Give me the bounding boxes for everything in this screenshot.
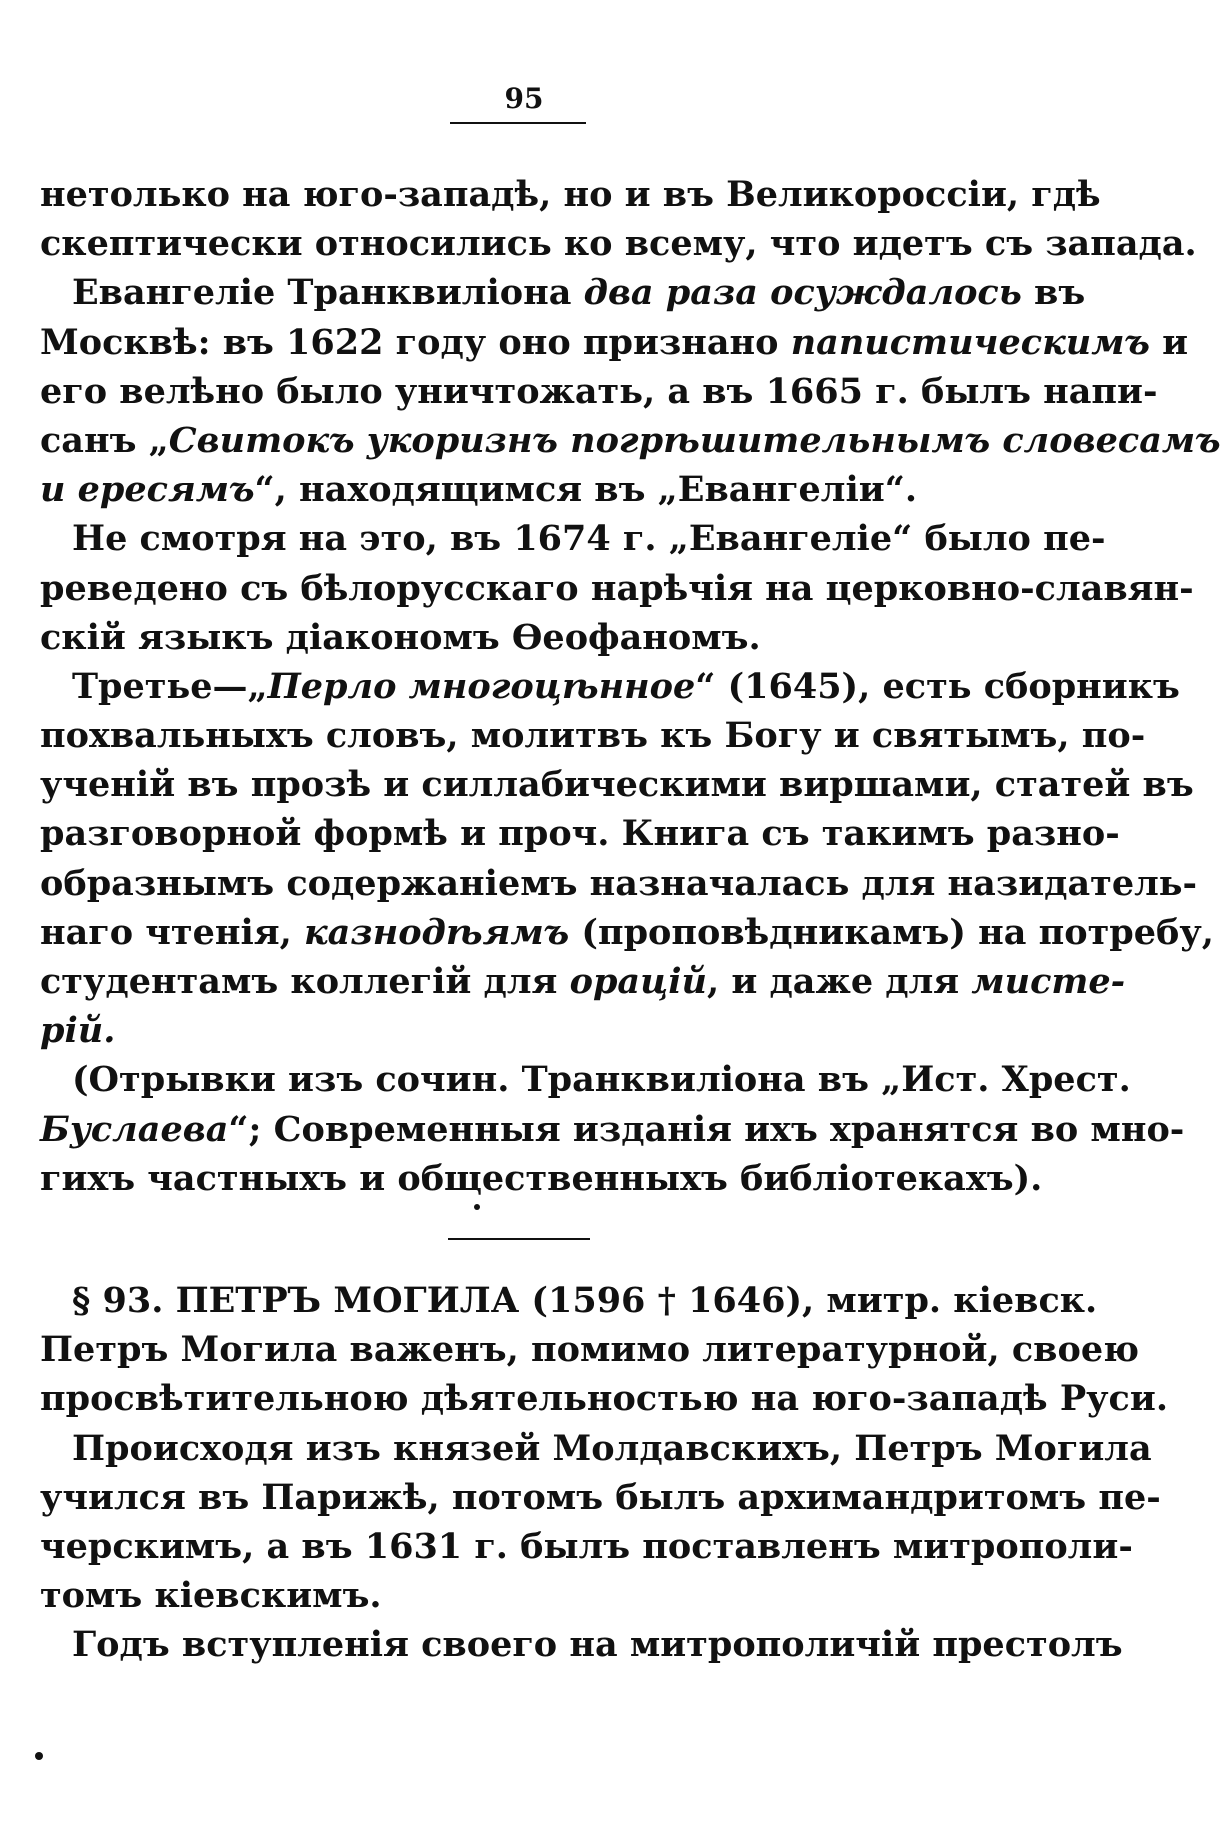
text-run: Москвѣ: въ 1622 году оно признано — [40, 321, 791, 363]
text-line — [40, 908, 1214, 957]
text-run: скій языкъ діакономъ Ѳеофаномъ. — [40, 616, 761, 658]
text-run: нетолько на юго-западѣ, но и въ Великороссіи, гдѣ — [40, 174, 1101, 215]
text-line — [40, 859, 1198, 908]
text-run: студентамъ коллегій для — [40, 961, 570, 1002]
paragraph — [40, 1620, 1123, 1669]
paragraph — [40, 1424, 1161, 1621]
text-line — [40, 1325, 1139, 1374]
text-run: Происходя изъ князей Молдавскихъ, Петръ Могила — [72, 1427, 1152, 1469]
text-run: реведено съ бѣлорусскаго нарѣчія на церковно-славян- — [40, 567, 1194, 609]
text-line — [40, 957, 1126, 1006]
text-line — [40, 613, 1008, 662]
text-line — [40, 1473, 1161, 1522]
paragraph — [40, 170, 1197, 268]
text-run: ученій въ прозѣ и силлабическими виршами, статей въ — [40, 764, 1194, 806]
text-line — [40, 1522, 1133, 1571]
text-run: его велѣно было уничтожать, а въ 1665 г. былъ напи- — [40, 370, 1158, 412]
text-line — [40, 1105, 1185, 1154]
text-line — [40, 1571, 1008, 1620]
text-run: въ — [1021, 272, 1086, 314]
text-run: учился въ Парижѣ, потомъ былъ архимандритомъ пе- — [40, 1476, 1161, 1518]
text-run: просвѣтительною дѣятельностью на юго-западѣ Руси. — [40, 1378, 1169, 1420]
text-line — [40, 760, 1194, 809]
text-line — [40, 367, 1158, 416]
text-block-top — [40, 170, 1221, 1203]
text-run: Евангеліе Транквиліона — [72, 272, 584, 314]
text-run: “, находящимся въ „Евангеліи“. — [254, 469, 918, 511]
section-divider — [448, 1238, 590, 1240]
text-line — [40, 268, 1086, 317]
paragraph — [40, 1055, 1185, 1203]
text-run: наго чтенія, — [40, 911, 304, 953]
italic-text: Буслаева — [40, 1108, 229, 1150]
header-rule — [450, 122, 586, 124]
text-line — [40, 1374, 1169, 1423]
italic-text: папистическимъ — [790, 321, 1150, 363]
text-run: (проповѣдникамъ) на потребу, — [569, 911, 1214, 953]
text-line — [40, 662, 1180, 711]
italic-text: рій. — [40, 1010, 116, 1052]
text-run: черскимъ, а въ 1631 г. былъ поставленъ митрополи- — [40, 1525, 1133, 1567]
italic-text: два раза осуждалось — [583, 272, 1022, 314]
text-run: похвальныхъ словъ, молитвъ къ Богу и святымъ, по- — [40, 715, 1146, 757]
text-run: “; Современныя изданія ихъ хранятся во мно- — [228, 1108, 1185, 1150]
text-run: § 93. ПЕТРЪ МОГИЛА (1596 † 1646), митр. кіевск. — [72, 1280, 1098, 1321]
text-block-bottom — [40, 1276, 1169, 1670]
text-line — [40, 219, 1197, 268]
text-line — [40, 318, 1189, 367]
text-run: “ (1645), есть сборникъ — [695, 665, 1180, 707]
text-run: разговорной формѣ и проч. Книга съ такимъ разно- — [40, 813, 1120, 855]
text-run: гихъ частныхъ и общественныхъ библіотекахъ). — [40, 1157, 1043, 1199]
italic-text: Перло многоцѣнное — [267, 665, 696, 707]
text-line — [40, 465, 1008, 514]
book-page — [40, 0, 1221, 1834]
text-run: томъ кіевскимъ. — [40, 1575, 382, 1617]
paragraph — [40, 1276, 1169, 1424]
text-line — [40, 514, 1106, 563]
text-line — [40, 1154, 1043, 1203]
ink-speck — [474, 1204, 480, 1210]
text-line — [40, 1620, 1123, 1669]
italic-text: мисте- — [971, 961, 1126, 1002]
text-line — [40, 1006, 1008, 1055]
text-run: Годъ вступленія своего на митрополичій престолъ — [72, 1624, 1123, 1666]
text-run: , и даже для — [706, 961, 972, 1002]
italic-text: и ересямъ — [40, 469, 255, 511]
text-run: (Отрывки изъ сочин. Транквиліона въ „Ист. Хрест. — [72, 1059, 1131, 1101]
text-run: скептически относились ко всему, что идетъ съ запада. — [40, 223, 1197, 265]
text-line — [40, 564, 1194, 613]
text-line — [40, 809, 1120, 858]
text-run: и — [1149, 321, 1189, 363]
italic-text: орацій — [569, 961, 707, 1002]
italic-text: казнодѣямъ — [304, 911, 570, 953]
text-line — [40, 1276, 1098, 1325]
text-line — [40, 711, 1146, 760]
page-number: 95 — [504, 82, 544, 115]
ink-speck — [35, 1752, 43, 1760]
paragraph — [40, 662, 1214, 1056]
text-line — [40, 416, 1221, 465]
text-line — [40, 1055, 1131, 1104]
text-run: Не смотря на это, въ 1674 г. „Евангеліе“ было пе- — [72, 518, 1106, 560]
text-line — [40, 170, 1101, 219]
paragraph — [40, 514, 1194, 662]
text-run: образнымъ содержаніемъ назначалась для назидатель- — [40, 862, 1198, 904]
text-run: санъ „ — [40, 419, 169, 461]
text-run: Третье—„ — [72, 665, 268, 707]
paragraph — [40, 268, 1221, 514]
italic-text: Свитокъ укоризнъ погрѣшительнымъ словесамъ — [168, 419, 1221, 461]
text-run: Петръ Могила важенъ, помимо литературной, своею — [40, 1329, 1139, 1371]
text-line — [40, 1424, 1152, 1473]
